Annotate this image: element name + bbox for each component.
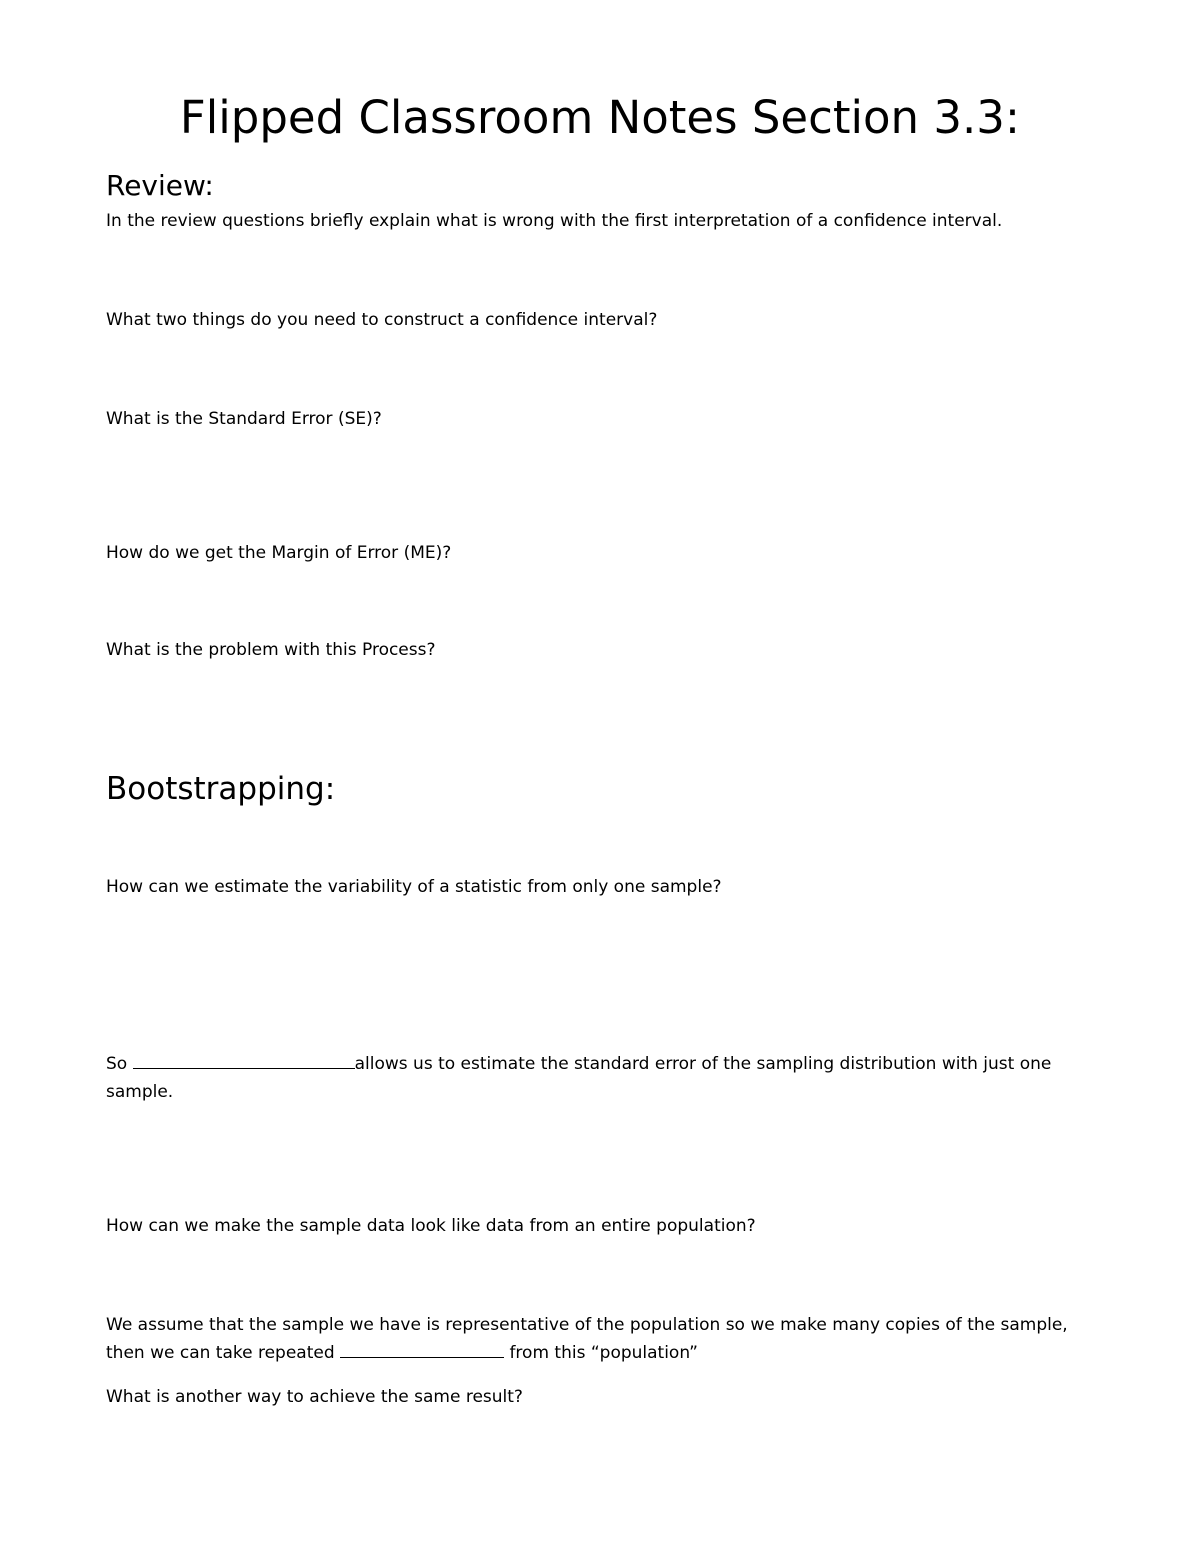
assumption-suffix: from this “population” <box>504 1343 698 1363</box>
review-question-3: How do we get the Margin of Error (ME)? <box>106 543 452 563</box>
page-title: Flipped Classroom Notes Section 3.3: <box>179 91 1021 144</box>
answer-blank[interactable] <box>340 1339 504 1358</box>
fill-in-sentence-1 <box>106 1050 1096 1078</box>
review-question-4: What is the problem with this Process? <box>106 640 436 660</box>
review-intro: In the review questions briefly explain what is wrong with the first interpretation of a confidence interval. <box>106 211 1003 231</box>
review-question-1: What two things do you need to construct a confidence interval? <box>106 310 658 330</box>
answer-blank[interactable] <box>133 1050 355 1069</box>
assumption-sentence-line-2 <box>106 1339 1096 1367</box>
bootstrapping-heading: Bootstrapping: <box>106 771 336 807</box>
bootstrapping-question-2: How can we make the sample data look like data from an entire population? <box>106 1216 756 1236</box>
fill-in-sentence-1-continued: sample. <box>106 1082 174 1102</box>
review-question-2: What is the Standard Error (SE)? <box>106 409 382 429</box>
bootstrapping-question-3: What is another way to achieve the same result? <box>106 1387 523 1407</box>
fill-in-prefix: So <box>106 1054 133 1074</box>
assumption-prefix: then we can take repeated <box>106 1343 341 1363</box>
review-heading: Review: <box>106 169 214 202</box>
assumption-sentence-line-1: We assume that the sample we have is representative of the population so we make many copies of the sample, <box>106 1315 1068 1335</box>
bootstrapping-question-1: How can we estimate the variability of a statistic from only one sample? <box>106 877 722 897</box>
fill-in-suffix: allows us to estimate the standard error of the sampling distribution with just one <box>354 1054 1052 1074</box>
